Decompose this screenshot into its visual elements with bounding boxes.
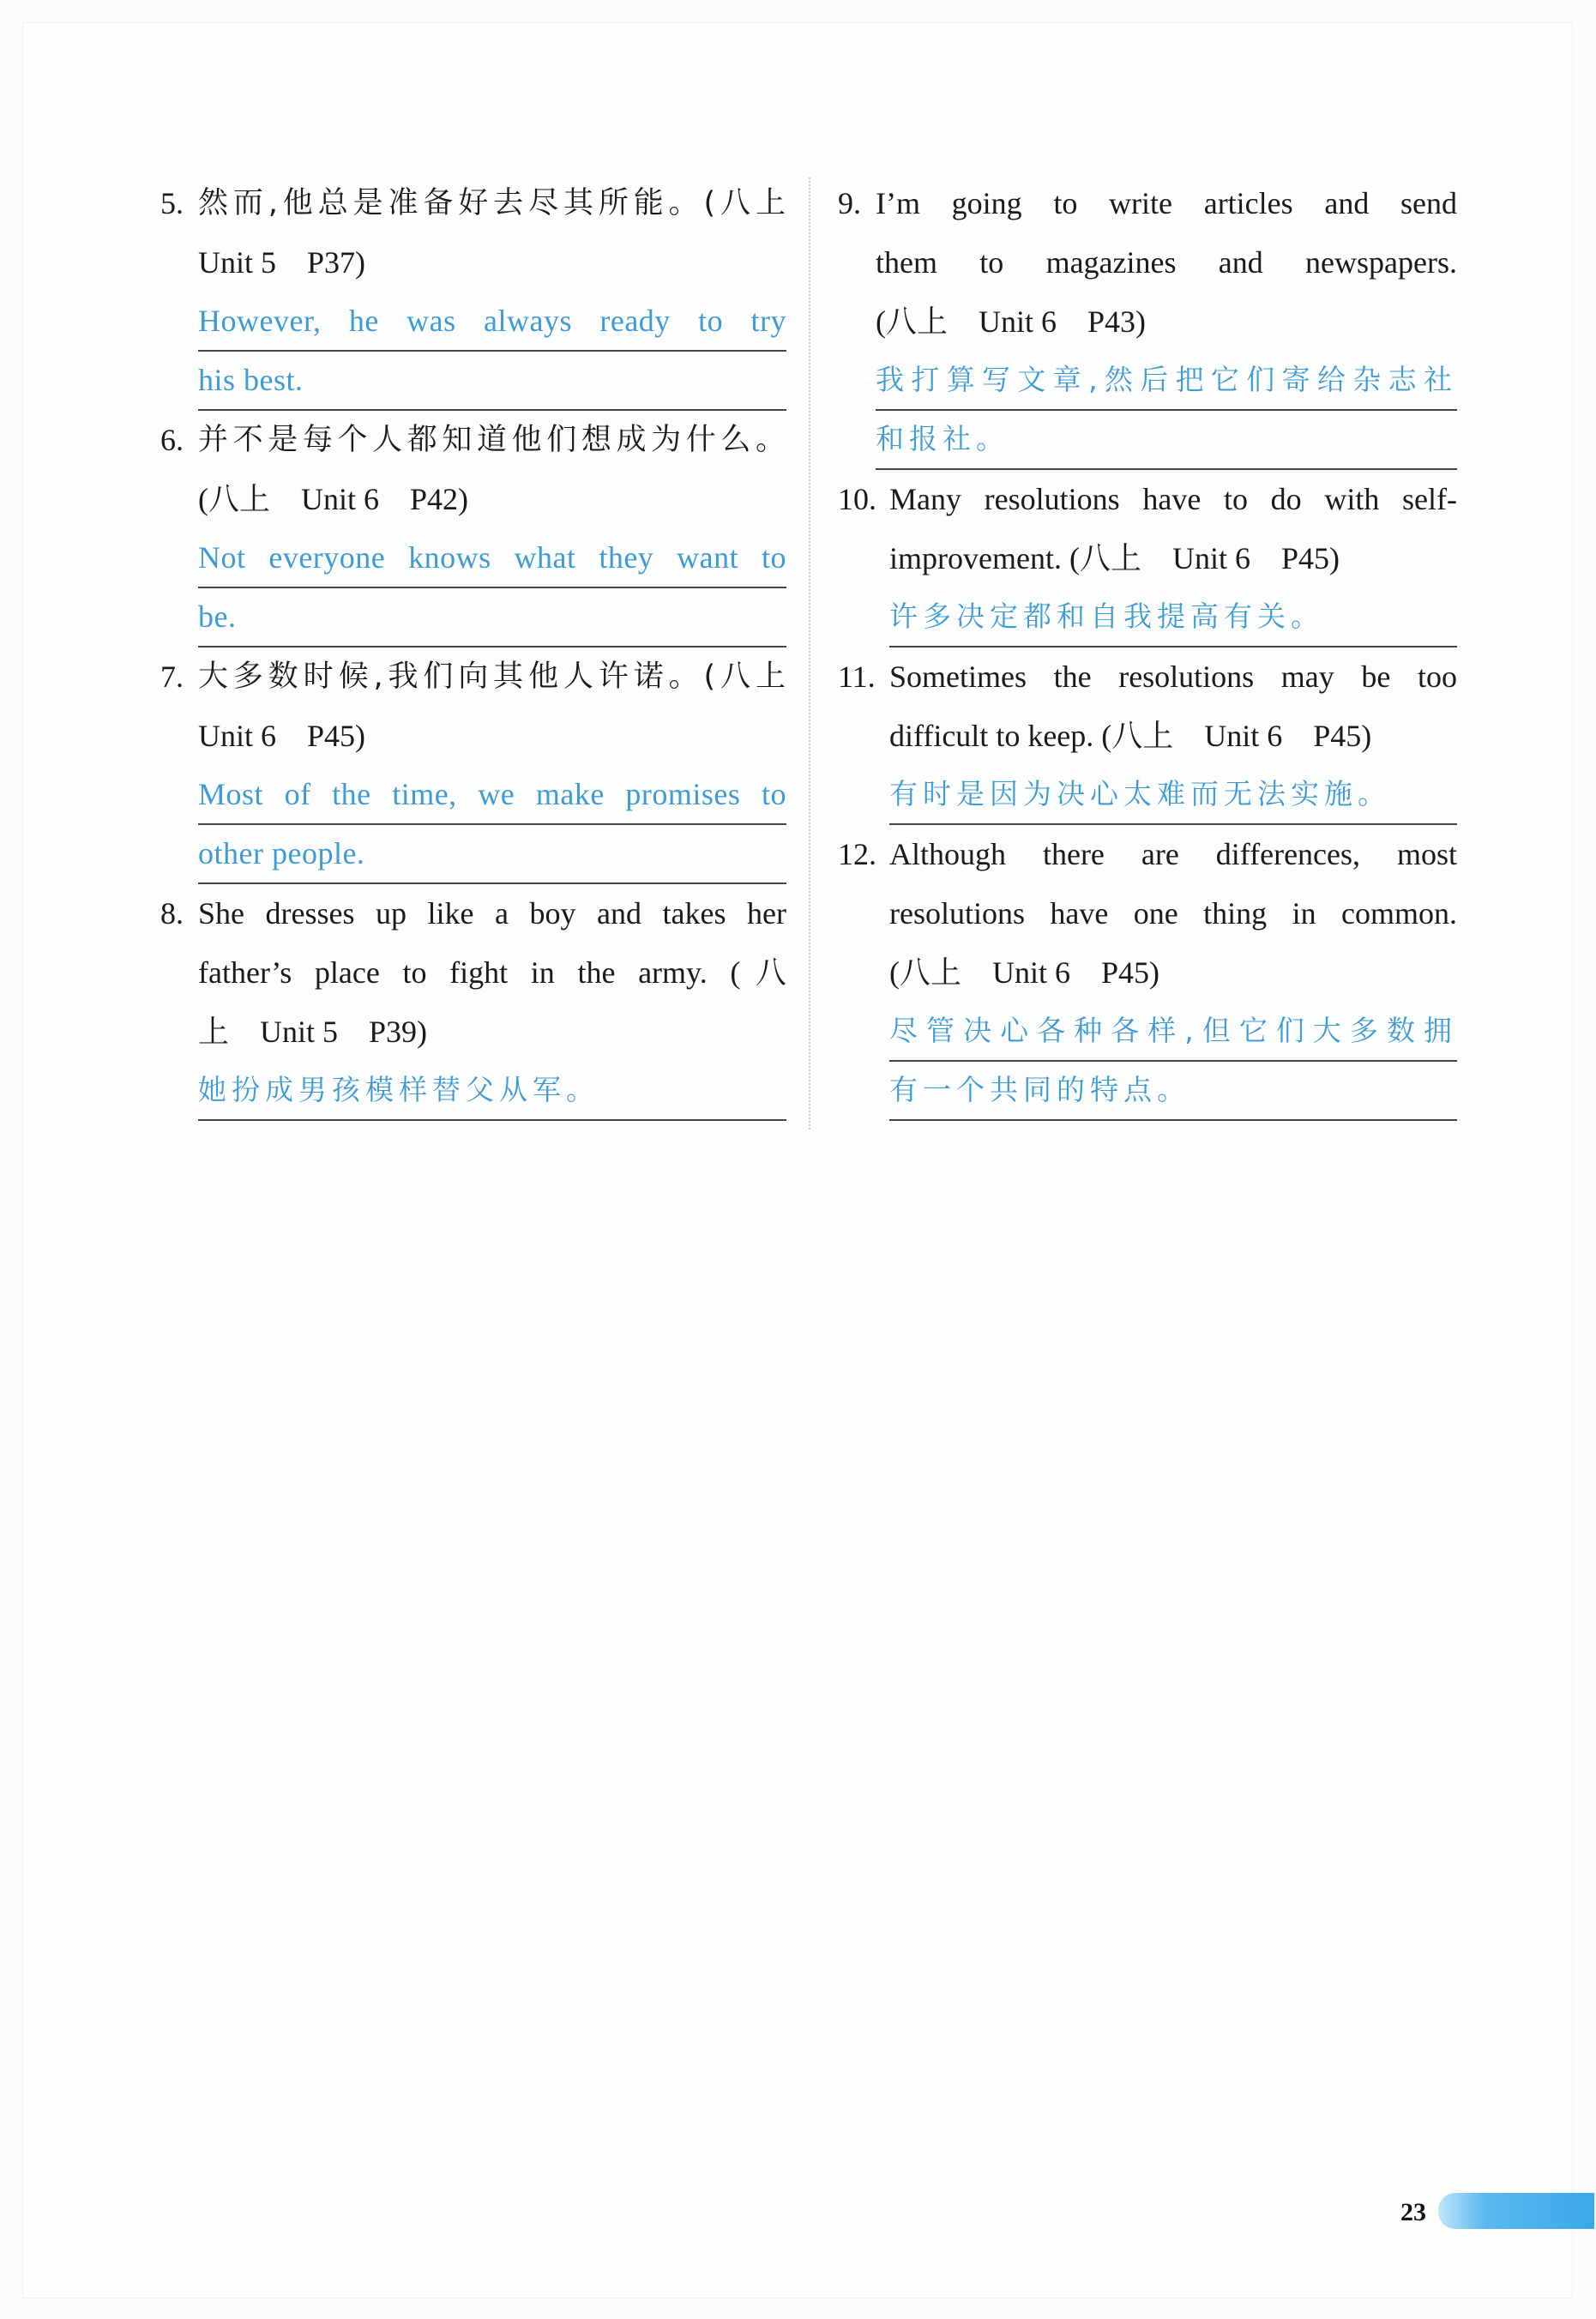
question-line: (八上 Unit 6 P42) (198, 482, 469, 516)
item-number: 11. (838, 660, 876, 694)
question-line: 然而,他总是准备好去尽其所能。(八上 (198, 186, 786, 220)
exercise-item (160, 174, 786, 411)
workbook-page (22, 22, 1573, 2298)
question-line: improvement. (八上 Unit 6 P45) (889, 541, 1340, 575)
answer-line: other people. (198, 825, 786, 884)
answer-line: Most of the time, we make promises to (198, 766, 786, 825)
exercise-item (838, 470, 1457, 648)
exercise-item (160, 884, 786, 1121)
question-line: I’m going to write articles and send (876, 186, 1457, 220)
answer-line: 她扮成男孩模样替父从军。 (198, 1062, 786, 1121)
answer-line: 尽管决心各种各样,但它们大多数拥 (889, 1003, 1457, 1062)
answer-line: 我打算写文章,然后把它们寄给杂志社 (876, 352, 1457, 411)
question-line: She dresses up like a boy and takes her (198, 896, 786, 931)
exercise-item (838, 174, 1457, 470)
exercise-item (160, 411, 786, 648)
answer-line: 有时是因为决心太难而无法实施。 (889, 766, 1457, 825)
item-number: 9. (838, 186, 861, 220)
answer-line: be. (198, 588, 786, 648)
question-line: 并不是每个人都知道他们想成为什么。 (198, 423, 786, 457)
answer-line: 许多决定都和自我提高有关。 (889, 588, 1457, 648)
question-line: resolutions have one thing in common. (889, 896, 1457, 931)
page-tab-decoration (1438, 2193, 1594, 2229)
question-line: (八上 Unit 6 P43) (876, 304, 1147, 339)
question-line: Unit 6 P45) (198, 719, 366, 753)
answer-line: his best. (198, 352, 786, 411)
question-line: Although there are differences, most (889, 837, 1457, 871)
answer-line: 和报社。 (876, 411, 1457, 470)
question-line: Unit 5 P37) (198, 245, 366, 280)
exercise-item (838, 648, 1457, 825)
question-line: Sometimes the resolutions may be too (889, 660, 1457, 694)
question-line: (八上 Unit 6 P45) (889, 955, 1160, 990)
question-line: them to magazines and newspapers. (876, 245, 1457, 280)
answer-line: However, he was always ready to try (198, 292, 786, 352)
answer-line: Not everyone knows what they want to (198, 529, 786, 588)
answer-line: 有一个共同的特点。 (889, 1062, 1457, 1121)
column-divider (809, 178, 810, 1129)
right-column (838, 174, 1457, 1121)
page-number: 23 (1400, 2198, 1426, 2226)
exercise-item (160, 648, 786, 884)
item-number: 8. (160, 896, 184, 931)
exercise-item (838, 825, 1457, 1121)
item-number: 7. (160, 660, 184, 694)
left-column (160, 174, 786, 1121)
item-number: 6. (160, 423, 184, 457)
question-line: 大多数时候,我们向其他人许诺。(八上 (198, 660, 786, 694)
item-number: 5. (160, 186, 184, 220)
item-number: 12. (838, 837, 876, 871)
question-line: 上 Unit 5 P39) (198, 1015, 428, 1049)
question-line: father’s place to fight in the army. (八 (198, 955, 786, 990)
item-number: 10. (838, 482, 876, 516)
question-line: Many resolutions have to do with self- (889, 482, 1457, 516)
question-line: difficult to keep. (八上 Unit 6 P45) (889, 719, 1372, 753)
